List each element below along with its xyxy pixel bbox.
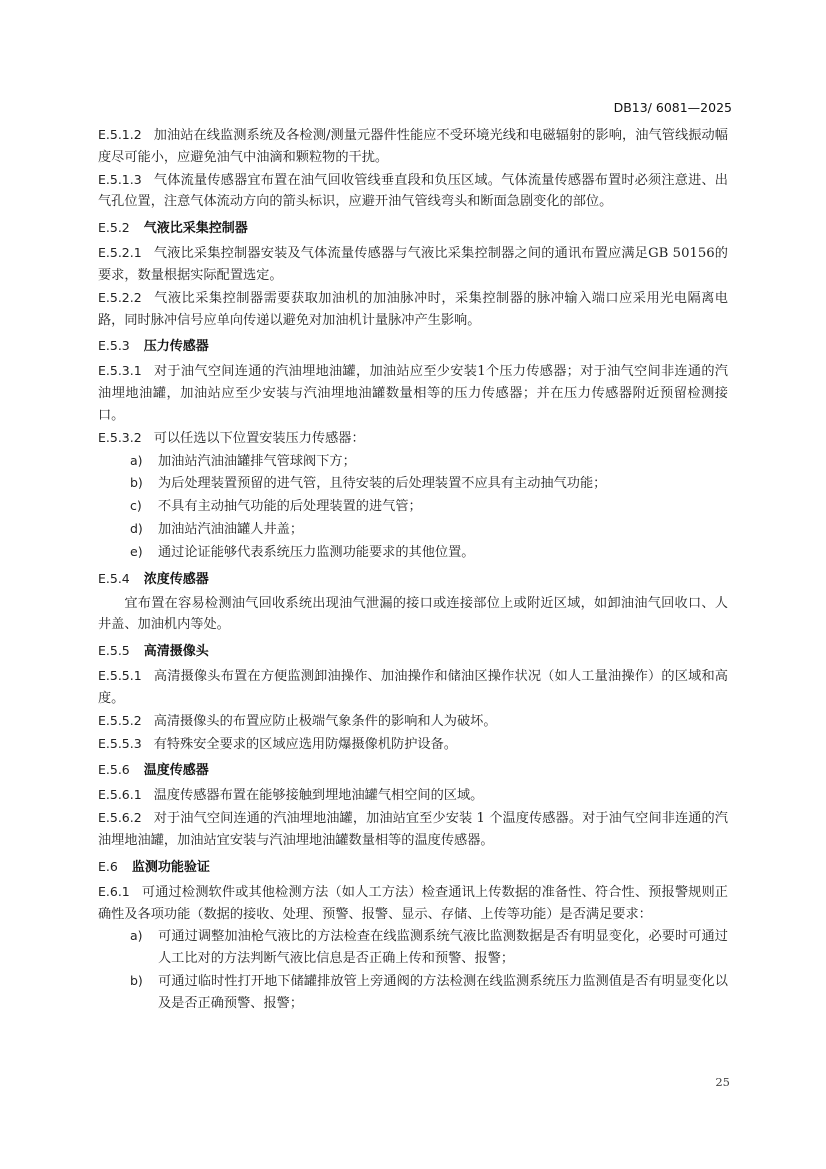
clause-e522 (98, 287, 728, 332)
clause-text: 气液比采集控制器需要获取加油机的加油脉冲时，采集控制器的脉冲输入端口应采用光电隔离电路，同时脉冲信号应单向传递以避免对加油机计量脉冲产生影响。 (98, 290, 728, 328)
list-item-label: b) (130, 475, 143, 491)
section-number: E.5.4 (98, 570, 130, 586)
clause-number: E.5.5.1 (98, 668, 142, 684)
clause-text: 有特殊安全要求的区域应选用防爆摄像机防护设备。 (153, 736, 457, 752)
section-title: 监测功能验证 (131, 859, 210, 875)
list-item-text: 不具有主动抽气功能的后处理装置的进气管； (158, 499, 422, 515)
list-item (98, 450, 728, 473)
clause-e553 (98, 733, 728, 756)
section-number: E.5.3 (98, 338, 130, 354)
list-item (98, 970, 728, 1015)
list-item (98, 925, 728, 970)
clause-e551 (98, 665, 728, 710)
list-item (98, 472, 728, 495)
clause-text: 宜布置在容易检测油气回收系统出现油气泄漏的接口或连接部位上或附近区域，如卸油油气回收口、人井盖、加油机内等处。 (98, 595, 728, 633)
clause-e562 (98, 807, 728, 852)
clause-text: 可以任选以下位置安装压力传感器： (153, 430, 365, 446)
section-heading-e6 (98, 856, 728, 879)
clause-number: E.5.6.1 (98, 787, 142, 803)
clause-e521 (98, 242, 728, 287)
clause-number: E.5.5.2 (98, 712, 142, 728)
clause-number: E.5.2.1 (98, 245, 142, 261)
list-item-label: e) (130, 543, 143, 559)
clause-e513 (98, 169, 728, 214)
section-title: 温度传感器 (143, 763, 209, 779)
list-item-label: a) (130, 928, 143, 944)
list-item (98, 541, 728, 564)
section-title: 高清摄像头 (143, 644, 209, 660)
section-title: 浓度传感器 (143, 571, 209, 587)
section-number: E.5.2 (98, 220, 130, 236)
clause-e512 (98, 124, 728, 169)
section-heading-e56 (98, 759, 728, 782)
section-heading-e54 (98, 568, 728, 591)
section-number: E.5.5 (98, 643, 130, 659)
document-body (98, 124, 728, 1015)
clause-e552 (98, 710, 728, 733)
section-title: 气液比采集控制器 (143, 221, 248, 237)
list-item (98, 495, 728, 518)
list-item-text: 加油站汽油油罐人井盖； (158, 521, 304, 537)
clause-e531 (98, 360, 728, 426)
section-number: E.6 (98, 858, 118, 874)
clause-text: 温度传感器布置在能够接触到埋地油罐气相空间的区域。 (153, 788, 484, 804)
page-number: 25 (715, 1075, 730, 1089)
section-title: 压力传感器 (143, 339, 209, 355)
clause-text: 高清摄像头布置在方便监测卸油操作、加油操作和储油区操作状况（如人工量油操作）的区域和高度。 (98, 669, 728, 706)
list-item-label: a) (130, 452, 143, 468)
clause-number: E.5.1.2 (98, 127, 142, 142)
clause-e54 (98, 593, 728, 637)
list-item (98, 518, 728, 541)
clause-number: E.5.3.1 (98, 363, 142, 379)
list-item-text: 可通过临时性打开地下储罐排放管上旁通阀的方法检测在线监测系统压力监测值是否有明显变化以及是否正确预警、报警； (158, 973, 728, 1011)
clause-text: 气体流量传感器宜布置在油气回收管线垂直段和负压区域。气体流量传感器布置时必须注意进、出气孔位置，注意气体流动方向的箭头标识，应避开油气管线弯头和断面急剧变化的部位。 (98, 172, 728, 210)
clause-text: 气液比采集控制器安装及气体流量传感器与气液比采集控制器之间的通讯布置应满足GB 50156的要求，数量根据实际配置选定。 (98, 246, 728, 283)
clause-e561 (98, 784, 728, 807)
document-code: DB13/ 6081—2025 (613, 100, 732, 115)
list-item-text: 加油站汽油油罐排气管球阀下方； (158, 453, 356, 469)
list-item-text: 为后处理装置预留的进气管，且待安装的后处理装置不应具有主动抽气功能； (158, 476, 607, 492)
clause-text: 可通过检测软件或其他检测方法（如人工方法）检查通讯上传数据的准备性、符合性、预报警规则正确性及各项功能（数据的接收、处理、预警、报警、显示、存储、上传等功能）是否满足要求： (98, 884, 728, 922)
clause-e61 (98, 881, 728, 926)
list-item-label: c) (130, 498, 142, 514)
clause-number: E.5.3.2 (98, 429, 142, 445)
list-item-text: 可通过调整加油枪气液比的方法检查在线监测系统气液比监测数据是否有明显变化，必要时可通过人工比对的方法判断气液比信息是否正确上传和预警、报警； (158, 929, 728, 967)
clause-e532 (98, 427, 728, 450)
section-heading-e55 (98, 640, 728, 663)
section-heading-e52 (98, 217, 728, 240)
clause-number: E.6.1 (98, 883, 130, 899)
section-number: E.5.6 (98, 762, 130, 778)
clause-number: E.5.1.3 (98, 171, 142, 187)
clause-text: 加油站在线监测系统及各检测/测量元器件性能应不受环境光线和电磁辐射的影响，油气管线振动幅度尽可能小，应避免油气中油滴和颗粒物的干扰。 (98, 128, 728, 165)
list-item-text: 通过论证能够代表系统压力监测功能要求的其他位置。 (158, 544, 475, 560)
clause-number: E.5.5.3 (98, 735, 142, 751)
list-item-label: d) (130, 520, 143, 536)
clause-number: E.5.6.2 (98, 810, 142, 826)
list-item-label: b) (130, 972, 143, 988)
clause-text: 对于油气空间连通的汽油埋地油罐，加油站宜至少安装 1 个温度传感器。对于油气空间非连通的汽油埋地油罐，加油站宜安装与汽油埋地油罐数量相等的温度传感器。 (98, 811, 728, 848)
section-heading-e53 (98, 335, 728, 358)
clause-text: 对于油气空间连通的汽油埋地油罐，加油站应至少安装1个压力传感器；对于油气空间非连通的汽油埋地油罐，加油站应至少安装与汽油埋地油罐数量相等的压力传感器；并在压力传感器附近预留检测接口。 (98, 364, 728, 423)
clause-text: 高清摄像头的布置应防止极端气象条件的影响和人为破坏。 (153, 713, 497, 729)
clause-number: E.5.2.2 (98, 289, 142, 305)
